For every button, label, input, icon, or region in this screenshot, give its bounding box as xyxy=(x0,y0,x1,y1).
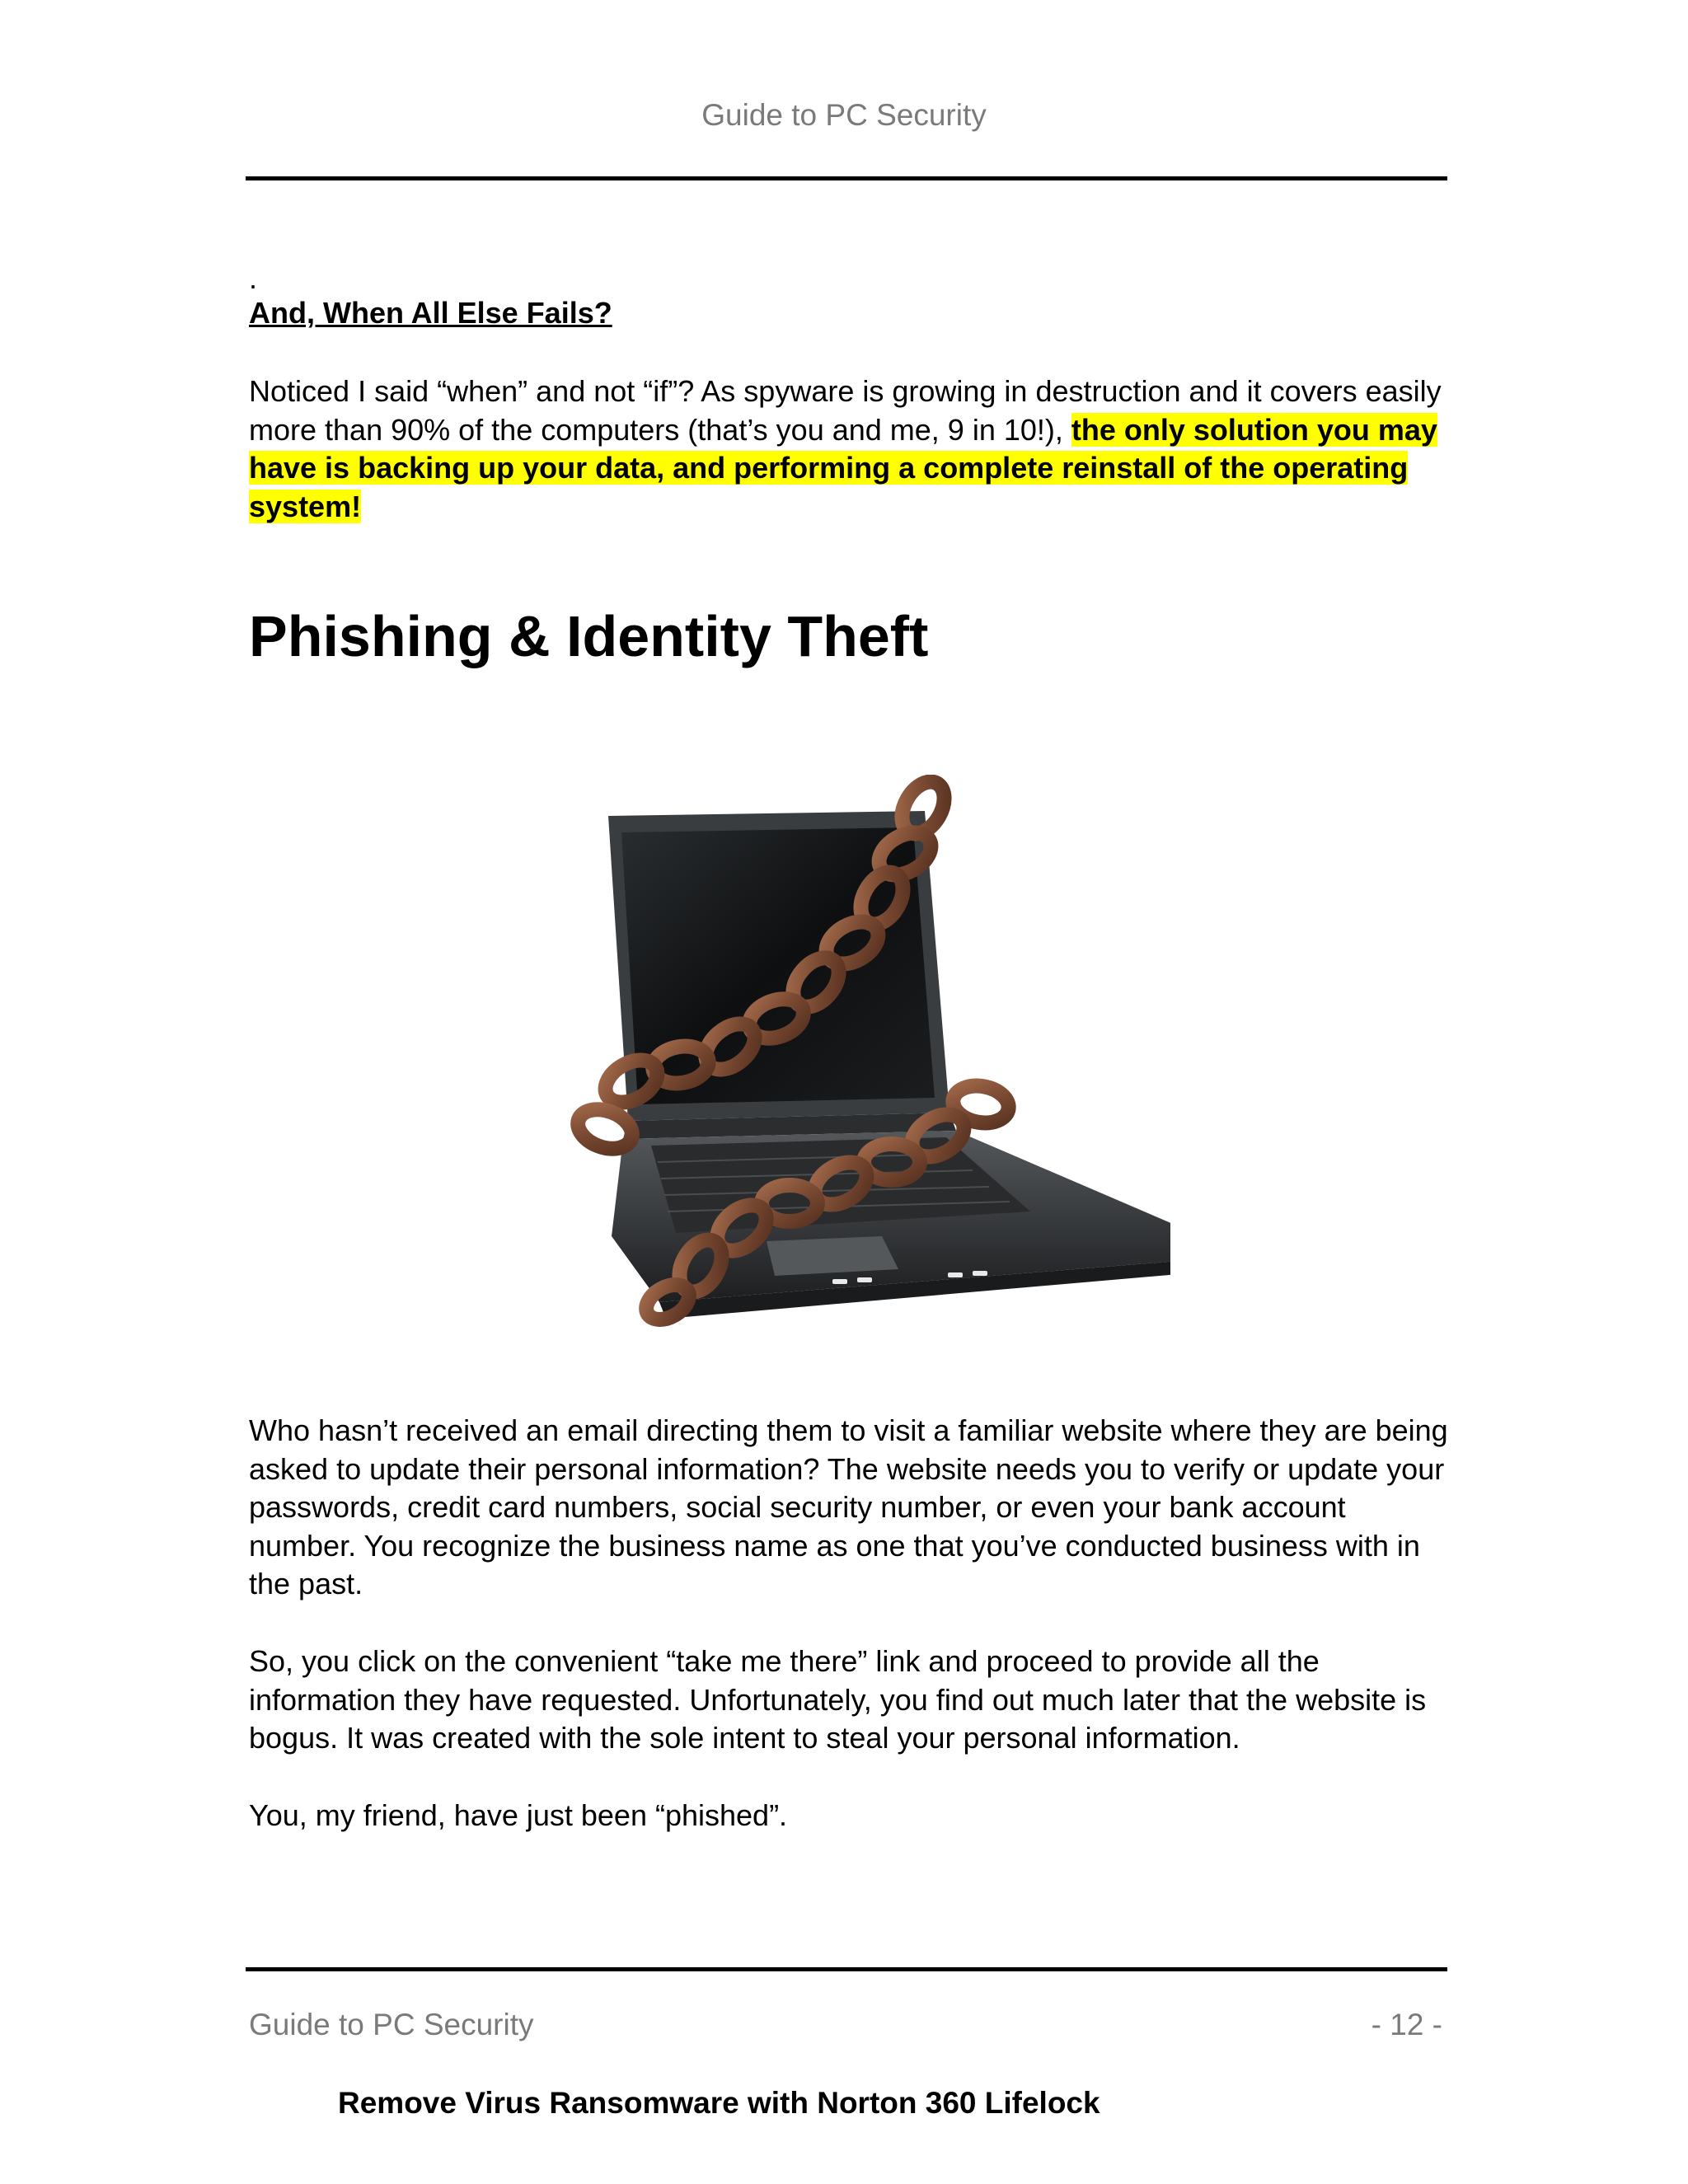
chained-laptop-icon xyxy=(569,775,1170,1343)
stray-dot: . xyxy=(249,261,258,295)
article-title: Phishing & Identity Theft xyxy=(249,604,929,668)
promo-link[interactable]: Remove Virus Ransomware with Norton 360 Lifelock xyxy=(338,2086,1100,2120)
article-paragraph-2: So, you click on the convenient “take me there” link and proceed to provide all the information they have requested. Unfortunately, you find out much later that the website is bogus. It was created with the sole intent to steal your personal information. xyxy=(249,1644,1427,1755)
article-paragraph-1: Who hasn’t received an email directing them to visit a familiar website where they are being asked to update their personal information? The website needs you to verify or update your passwords, credit card numbers, social security number, or even your bank account number. You recognize the business name as one that you’ve conducted business with in the past. xyxy=(249,1413,1448,1601)
footer-title: Guide to PC Security xyxy=(249,2008,534,2041)
highlighted-text: the only solution you may have is backing up your data, and performing a complete reinstall of the operating system! xyxy=(249,412,1437,523)
page-header-title: Guide to PC Security xyxy=(701,98,987,132)
article-paragraph-3: You, my friend, have just been “phished”. xyxy=(249,1798,788,1832)
section-paragraph xyxy=(249,373,1452,526)
footer-divider xyxy=(246,1967,1447,1971)
section-paragraph-text: Noticed I said “when” and not “if”? As spyware is growing in destruction and it covers easily more than 90% of the computers (that’s you and me, 9 in 10!), xyxy=(249,374,1442,447)
header-divider xyxy=(246,176,1447,180)
section-heading: And, When All Else Fails? xyxy=(249,296,612,330)
page-number: - 12 - xyxy=(1371,2008,1442,2041)
